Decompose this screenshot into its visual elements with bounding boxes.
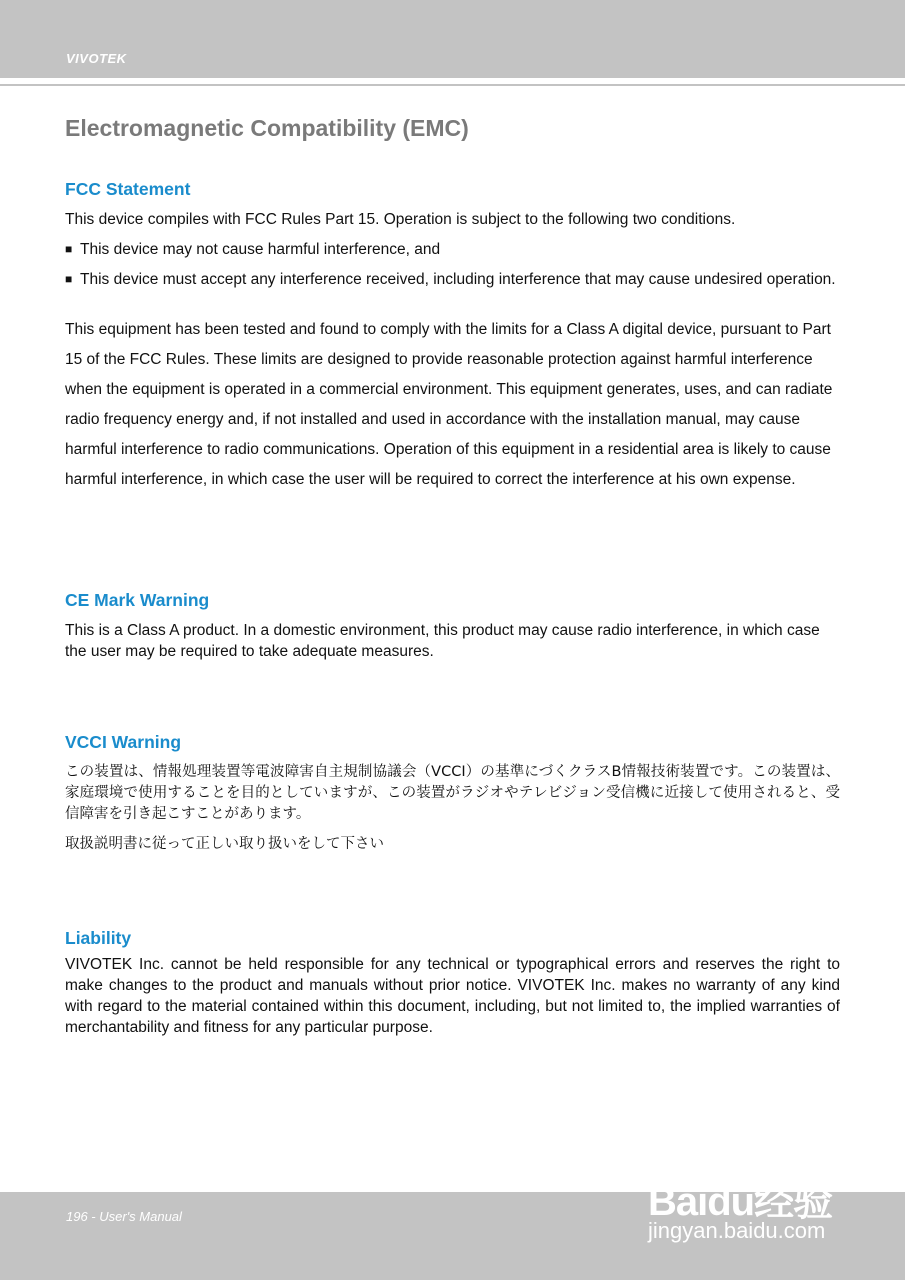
fcc-intro: This device compiles with FCC Rules Part 15. Operation is subject to the following two conditions. xyxy=(65,211,736,228)
baidu-watermark xyxy=(640,1142,855,1250)
footer-page-label: 196 - User's Manual xyxy=(66,1209,182,1224)
watermark-url: jingyan.baidu.com xyxy=(648,1218,826,1243)
page-title: Electromagnetic Compatibility (EMC) xyxy=(65,115,469,141)
vcci-body: この装置は、情報処理装置等電波障害自主規制協議会（VCCI）の基準にづくクラスB情報技術装置です。この装置は、家庭環境で使用することを目的としていますが、この装置がラジオやテレビジョン受信機に近接して使用されると、受信障害を引き起こすことがあります。 xyxy=(65,764,840,822)
page-header xyxy=(0,0,905,78)
fcc-heading: FCC Statement xyxy=(65,179,191,199)
ce-heading: CE Mark Warning xyxy=(65,590,210,610)
fcc-bullet-text: This device may not cause harmful interference, and xyxy=(80,241,441,258)
fcc-bullet-1 xyxy=(65,239,840,260)
header-brand: VIVOTEK xyxy=(66,51,127,66)
bullet-square-icon: ■ xyxy=(65,272,73,286)
vcci-heading: VCCI Warning xyxy=(65,732,182,752)
fcc-bullet-text: This device must accept any interference received, including interference that may cause undesired operation. xyxy=(80,271,836,288)
ce-body: This is a Class A product. In a domestic environment, this product may cause radio interference, in which case the user may be required to take adequate measures. xyxy=(65,622,820,660)
watermark-logo: Baidu经验 xyxy=(648,1180,833,1224)
fcc-bullet-2 xyxy=(65,269,840,290)
header-divider xyxy=(0,84,905,86)
liability-heading: Liability xyxy=(65,928,132,948)
liability-body: VIVOTEK Inc. cannot be held responsible for any technical or typographical errors and reserves the right to make changes to the product and manuals without prior notice. VIVOTEK Inc. makes no warranty of any kind with regard to the material contained within this document, including, but not limited to, the implied warranties of merchantability and fitness for any particular purpose. xyxy=(65,956,840,1036)
fcc-body: This equipment has been tested and found to comply with the limits for a Class A digital device, pursuant to Part 15 of the FCC Rules. These limits are designed to provide reasonable protection against harmful interference when the equipment is operated in a commercial environment. This equipment generates, uses, and can radiate radio frequency energy and, if not installed and used in accordance with the installation manual, may cause harmful interference to radio communications. Operation of this equipment in a residential area is likely to cause harmful interference, in which case the user will be required to correct the interference at his own expense. xyxy=(65,321,833,488)
bullet-square-icon: ■ xyxy=(65,242,73,256)
vcci-note: 取扱説明書に従って正しい取り扱いをして下さい xyxy=(65,836,384,852)
